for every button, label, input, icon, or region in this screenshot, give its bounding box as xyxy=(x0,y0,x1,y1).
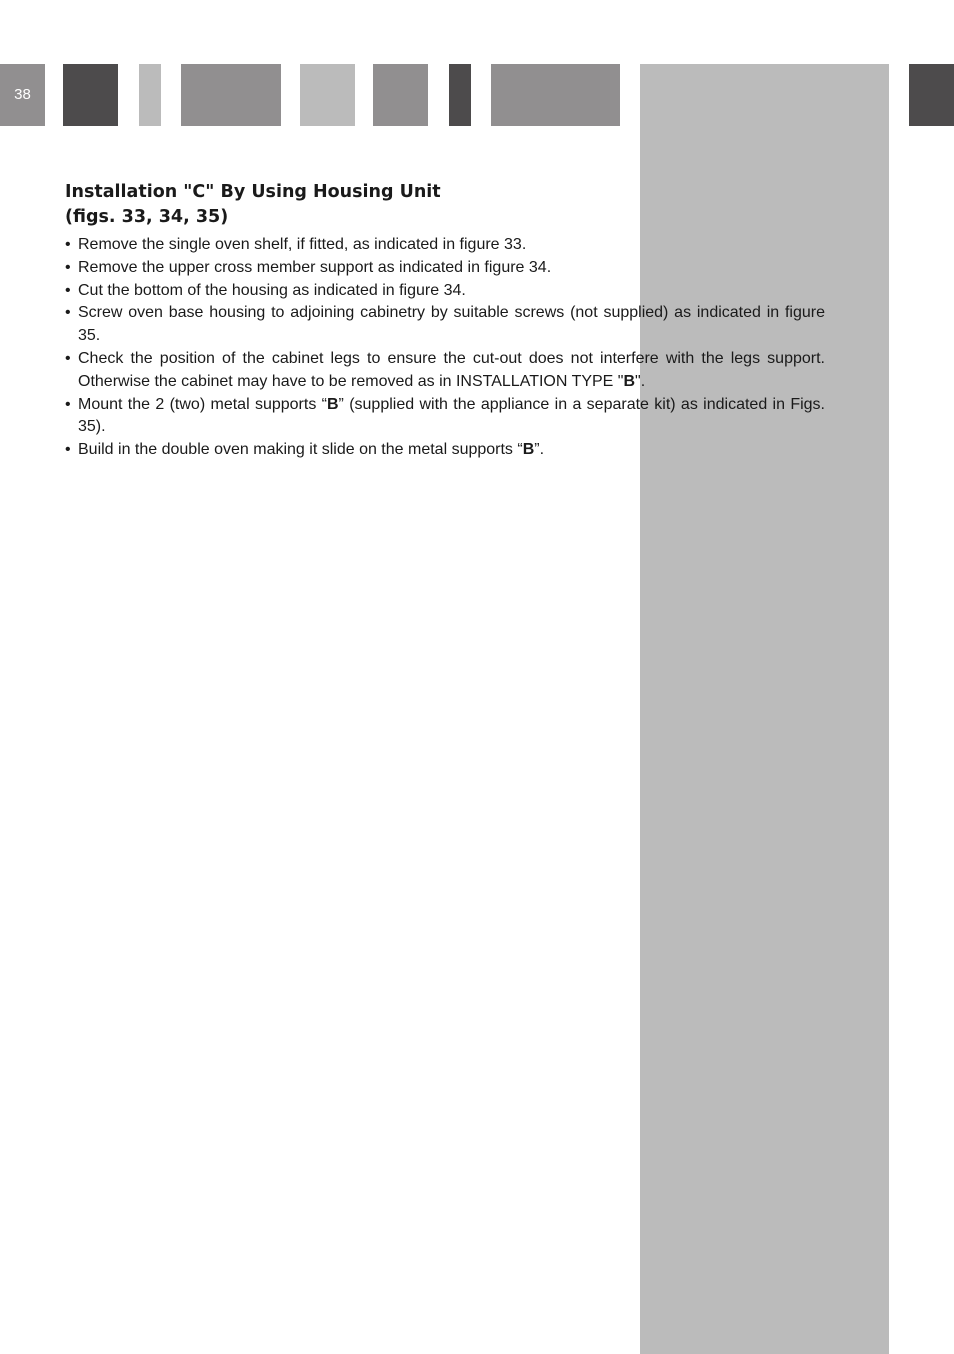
heading-line-2: (figs. 33, 34, 35) xyxy=(65,207,229,227)
list-item xyxy=(65,280,825,303)
list-item xyxy=(65,234,825,257)
list-item-text: Check the position of the cabinet legs to ensure the cut-out does not interfere with the legs support. Otherwise the cabinet may have to be removed as in INSTALLATION TYPE " xyxy=(78,349,825,390)
page-number: 38 xyxy=(14,86,31,103)
header-block-mid-3 xyxy=(491,64,620,126)
header-block-light-2 xyxy=(300,64,355,126)
header-block-dark-1 xyxy=(63,64,118,126)
heading-line-1: Installation "C" By Using Housing Unit xyxy=(65,182,441,202)
list-item-text-end: ”. xyxy=(534,441,545,459)
list-item xyxy=(65,257,825,280)
header-block-mid-2 xyxy=(373,64,428,126)
header-block-light-1 xyxy=(139,64,161,126)
list-item-bold: B xyxy=(326,395,339,413)
list-item-text: Cut the bottom of the housing as indicated in figure 34. xyxy=(78,281,466,299)
main-content xyxy=(65,180,825,462)
list-item-bold: B xyxy=(623,372,636,390)
header-block-mid-1 xyxy=(181,64,281,126)
list-item xyxy=(65,439,825,462)
header-block-dark-3 xyxy=(909,64,954,126)
list-item-bold: B xyxy=(522,441,535,459)
section-heading xyxy=(65,180,825,230)
list-item-text-end: ". xyxy=(635,372,646,390)
list-item-text: Remove the single oven shelf, if fitted, as indicated in figure 33. xyxy=(78,236,527,253)
list-item-text: Build in the double oven making it slide on the metal supports “ xyxy=(78,441,523,459)
page-number-box xyxy=(0,64,45,126)
list-item-text: Screw oven base housing to adjoining cabinetry by suitable screws (not supplied) as indicated in figure 35. xyxy=(78,304,825,345)
list-item-text: Mount the 2 (two) metal supports “ xyxy=(78,395,327,413)
list-item-text-end: ” (supplied with the appliance in a separate kit) as indicated in Figs. 35). xyxy=(78,395,826,436)
list-item-text: Remove the upper cross member support as indicated in figure 34. xyxy=(78,258,552,276)
list-item xyxy=(65,348,825,394)
list-item xyxy=(65,302,825,348)
instruction-list xyxy=(65,234,825,462)
header-block-dark-2 xyxy=(449,64,471,126)
list-item xyxy=(65,394,825,440)
